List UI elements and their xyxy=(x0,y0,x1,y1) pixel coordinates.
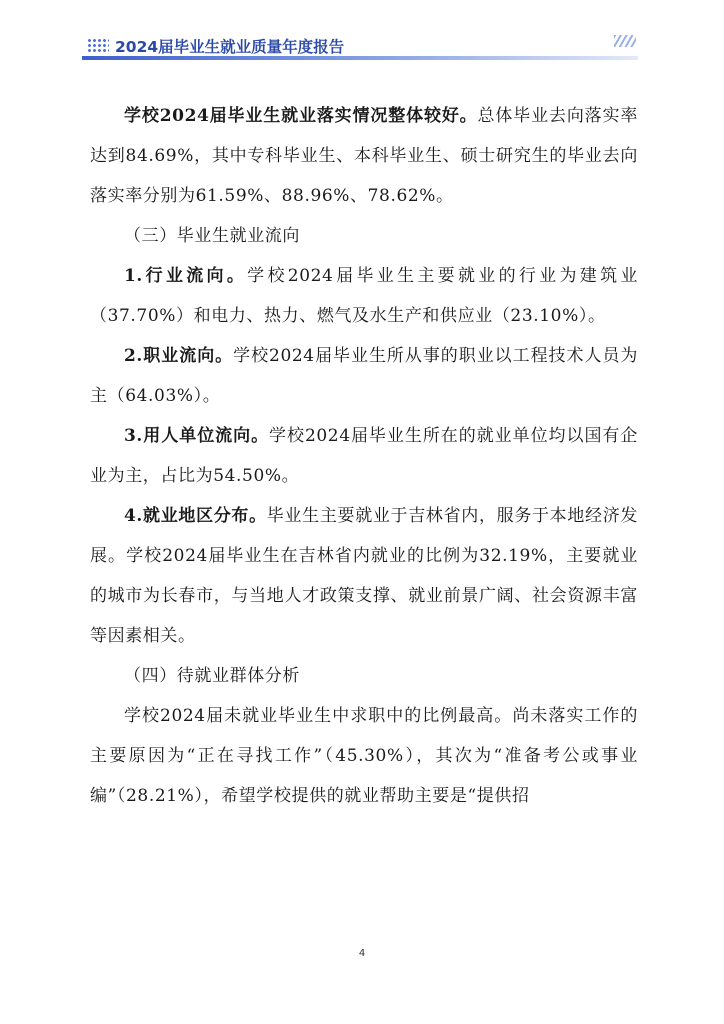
paragraph-lead: 4.就业地区分布。 xyxy=(124,506,267,526)
section-heading-4: （四）待就业群体分析 xyxy=(124,666,300,686)
paragraph-text: 学校2024届毕业生所在的就业单位均以国有企业为主，占比为54.50%。 xyxy=(90,426,638,486)
report-header xyxy=(82,30,638,62)
paragraph-lead: 3.用人单位流向。 xyxy=(124,426,270,446)
dot-grid-icon xyxy=(87,38,109,54)
page-body xyxy=(90,96,638,816)
paragraph-text: 总体毕业去向落实率达到84.69%，其中专科毕业生、本科毕业生、硕士研究生的毕业去向落实率分别为61.59%、88.96%、78.62%。 xyxy=(90,106,638,206)
page-number: 4 xyxy=(358,948,366,959)
paragraph-region xyxy=(90,496,638,656)
paragraph-unemployed xyxy=(90,696,638,816)
paragraph-employer xyxy=(90,416,638,496)
section-heading-3: （三）毕业生就业流向 xyxy=(124,226,300,246)
paragraph-text: 学校2024届未就业毕业生中求职中的比例最高。尚未落实工作的主要原因为“正在寻找工作”（45.30%），其次为“准备考公或事业编”（28.21%），希望学校提供的就业帮助主要是“提供招 xyxy=(90,706,638,806)
paragraph-occupation xyxy=(90,336,638,416)
paragraph-lead: 1.行业流向。 xyxy=(124,266,248,286)
paragraph-industry xyxy=(90,256,638,336)
report-title: 2024届毕业生就业质量年度报告 xyxy=(115,38,345,56)
paragraph-text: 毕业生主要就业于吉林省内，服务于本地经济发展。学校2024届毕业生在吉林省内就业的比例为32.19%，主要就业的城市为长春市，与当地人才政策支撑、就业前景广阔、社会资源丰富等因素相关。 xyxy=(90,506,638,646)
paragraph-text: 学校2024届毕业生所从事的职业以工程技术人员为主（64.03%）。 xyxy=(90,346,638,406)
paragraph-text: 学校2024届毕业生主要就业的行业为建筑业（37.70%）和电力、热力、燃气及水生产和供应业（23.10%）。 xyxy=(90,266,638,326)
paragraph-overview xyxy=(90,96,638,216)
slash-stripes-icon xyxy=(614,35,636,47)
paragraph-lead: 学校2024届毕业生就业落实情况整体较好。 xyxy=(124,106,478,126)
paragraph-lead: 2.职业流向。 xyxy=(124,346,234,366)
header-rule xyxy=(82,56,638,60)
